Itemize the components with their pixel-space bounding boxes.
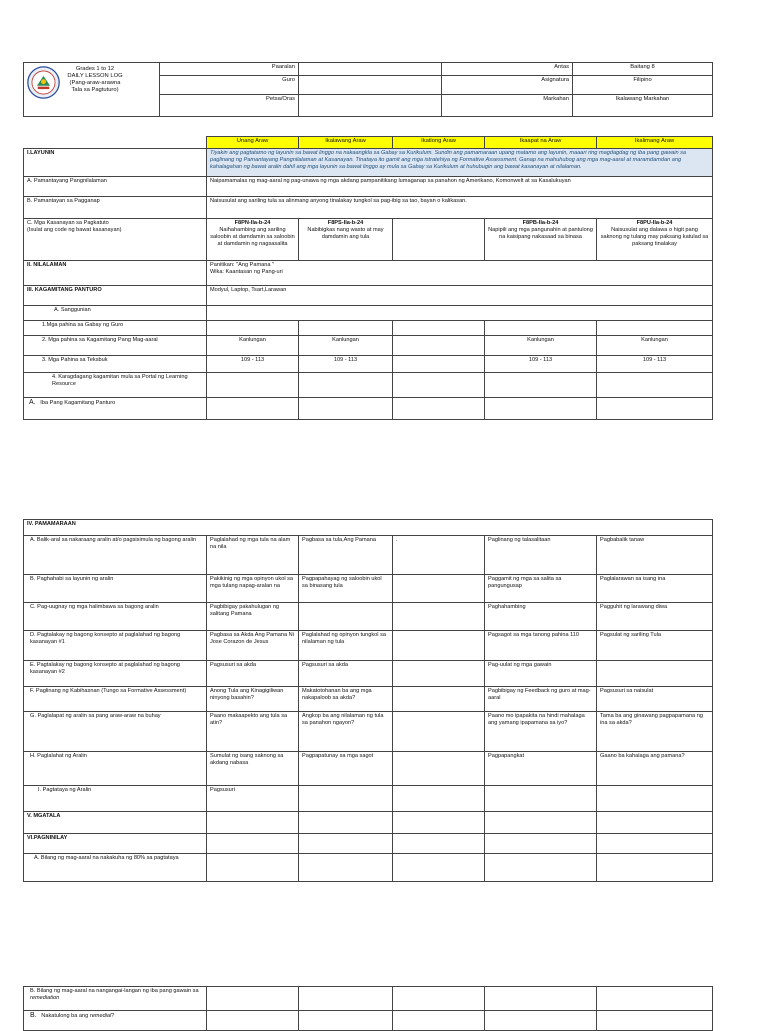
pamamaraan-row: C. Pag-uugnay ng mga halimbawa sa bagong aralin Pagbibigay pakahulugan ng salitang Pamana Paghahambing Pagguhit ng larawang diwa <box>24 603 713 631</box>
kagamitang-panturo-text: Modyul, Laptop, Tsart,Larawan <box>207 286 713 306</box>
guro-label: Guro <box>160 76 299 95</box>
day-header-5: Ikalimang Araw <box>597 137 713 149</box>
kagamitang-pang-mag-aaral-label: 2. Mga pahina sa Kagamitang Pang Mag-aaral <box>24 336 207 356</box>
remedial-label: B. Nakatulong ba ang remedial? <box>24 1011 207 1031</box>
school-logo-cell <box>24 63 160 117</box>
layunin-label: I.LAYUNIN <box>24 149 207 177</box>
day-header-4: Ikaapat na Araw <box>485 137 597 149</box>
mga-tala-label: V. MGATALA <box>24 812 207 834</box>
dll-title: Grades 1 to 12 DAILY LESSON LOG (Pang-araw-arawna Tala sa Pagtuturo) <box>67 66 123 93</box>
kasanayan-day-1: F8PN-IIa-b-24 Naihahambing ang sariling saloobin at damdamin sa saloobin at damdamin ng nagsasalita <box>207 219 299 261</box>
layunin-text: Tiyakin ang pagtatamo ng layunin sa bawat linggo na nakaangkla sa Gabay sa Kurikulum. Sundin ang pamamaraan upang matamo ang layunin, maaari ring magdagdag ng iba pang gawain sa paglinang ng Pamantayang Pangnilalaman at Kasanayan. Tinataya ito gamit ang mga istratehiya ng Formative Assessment. Ganap na mahuhubog ang mga mag-aaral at maramdamdan ang kahalagahan ng bawat aralin dahil ang mga layunin sa bawat linggo ay mula sa Gabay sa Kurikulum at huhubugin ang bawat kasanayan at nilalaman. <box>207 149 713 177</box>
pamantayang-pangnilalaman-text: Naipamamalas ng mag-aaral ng pag-unawa ng mga akdang pampanitikang lumaganap sa panahon ng Amerikano, Komonwelt at sa Kasalukuyan <box>207 177 713 197</box>
pagninilay-label: VI.PAGNINILAY <box>24 834 207 854</box>
teksbuk-label: 3. Mga Pahina sa Teksbuk <box>24 356 207 373</box>
paaralan-value[interactable] <box>299 63 442 76</box>
asignatura-value[interactable]: Filipino <box>573 76 713 95</box>
teksbuk-day-1: 109 - 113 <box>207 356 299 373</box>
kagamitang-day-2: Kanlungan <box>299 336 393 356</box>
pamantayang-pangnilalaman-label: A. Pamantayang Pangnilalaman <box>24 177 207 197</box>
teksbuk-day-3 <box>393 356 485 373</box>
nakakuha-80-label: A. Bilang ng mag-aaral na nakakuha ng 80% sa pagtataya <box>24 854 207 882</box>
kasanayan-day-3 <box>393 219 485 261</box>
teksbuk-day-5: 109 - 113 <box>597 356 713 373</box>
pamantayan-pagganap-label: B. Pamantayan sa Pagganap <box>24 197 207 219</box>
lesson-table-1 <box>23 136 713 420</box>
kagamitang-day-3 <box>393 336 485 356</box>
petsa-label: Petsa/Oras <box>160 95 299 117</box>
kasanayan-day-2: F8PS-IIa-b-24 Nabibigkas nang wasto at may damdamin ang tula <box>299 219 393 261</box>
kagamitang-panturo-label: III. KAGAMITANG PANTURO <box>24 286 207 306</box>
antas-label: Antas <box>442 63 573 76</box>
pamamaraan-row: B. Paghahabi sa layunin ng aralin Pakikinig ng mga opinyon ukol sa mga tulang napag-aralan na Pagpapahayag ng saloobin ukol sa binasang tula Paggamit ng mga sa salita sa pangungusap Paglalarawan sa isang ina <box>24 575 713 603</box>
kasanayan-label: C. Mga Kasanayan sa Pagkatuto (Isulat ang code ng bawat kasanayan) <box>24 219 207 261</box>
portal-lr-label: 4. Karagdagang kagamitan mula sa Portal ng Learning Resource <box>24 373 207 398</box>
day-header-2: Ikalawang Araw <box>299 137 393 149</box>
kasanayan-day-4: F8PB-IIa-b-24 Napipili ang mga pangunahin at pantulong na kaisipang nakasaad sa binasa <box>485 219 597 261</box>
nilalaman-text: Panitikan: "Ang Pamana " Wika: Kaantasan ng Pang-uri <box>207 261 713 286</box>
pamamaraan-row: I. Pagtataya ng Aralin Pagsusuri <box>24 786 713 812</box>
teksbuk-day-4: 109 - 113 <box>485 356 597 373</box>
paaralan-label: Paaralan <box>160 63 299 76</box>
header-table <box>23 62 713 117</box>
kagamitang-day-1: Kanlungan <box>207 336 299 356</box>
day-header-1: Unang Araw <box>207 137 299 149</box>
pamantayan-pagganap-text: Naisusulat ang sariling tula sa alinmang anyong tinalakay tungkol sa pag-ibig sa tao, bayan o kalikasan. <box>207 197 713 219</box>
pamamaraan-label: IV. PAMAMARAAN <box>24 520 713 536</box>
lesson-table-3 <box>23 986 713 1031</box>
petsa-value[interactable] <box>299 95 442 117</box>
pamamaraan-row: F. Paglinang ng Kabihasnan (Tungo sa Formative Assessment) Anong Tula ang Kinagigiliwan ninyong basahin? Makatotohanan ba ang mga nakapaloob sa akda? Pagbibigay ng Feedback ng guro at mag-aaral Pagsusuri sa naisulat <box>24 687 713 712</box>
pamamaraan-row: A. Balik-aral sa nakaraang aralin at/o pagsisimula ng bagong aralin Paglalahad ng mga tula na alam na nila Pagbasa sa tula,Ang Pamana . Paglinang ng talasalitaan Pagbabalik tanaw <box>24 536 713 575</box>
pamamaraan-row: D. Pagtalakay ng bagong konsepto at paglalahad ng bagong kasanayan #1 Pagbasa sa Akda Ang Pamana Ni Jose Corazon de Jesus Paglalahad ng opinyon tungkol sa nilalaman ng tula Pagsagot sa mga tanong pahina 110 Pagsulat ng sariling Tula <box>24 631 713 661</box>
gabay-guro-label: 1.Mga pahina sa Gabay ng Guro <box>24 321 207 336</box>
kagamitang-day-5: Kanlungan <box>597 336 713 356</box>
lesson-table-2 <box>23 519 713 882</box>
day-header-3: Ikatlong Araw <box>393 137 485 149</box>
kagamitang-day-4: Kanlungan <box>485 336 597 356</box>
iba-pang-kagamitan-label: A. Iba Pang Kagamitang Panturo <box>24 398 207 420</box>
pamamaraan-row: H. Paglalahat ng Aralin Sumulat ng isang saknong sa akdang nabasa Pagpapatunay sa mga sagot Pagpapangkat Gaano ba kahalaga ang pamana? <box>24 752 713 786</box>
markahan-value[interactable]: Ikalawang Markahan <box>573 95 713 117</box>
teksbuk-day-2: 109 - 113 <box>299 356 393 373</box>
remediation-label: B. Bilang ng mag-aaral na nangangai-langan ng iba pang gawain sa remediation <box>24 987 207 1011</box>
guro-value[interactable] <box>299 76 442 95</box>
pamamaraan-row: E. Pagtalakay ng bagong konsepto at paglalahad ng bagong kasanayan #2 Pagsusuri sa akda Pagsusuri sa akda Pag-uulat ng mga gawain <box>24 661 713 687</box>
markahan-label: Markahan <box>442 95 573 117</box>
pamamaraan-row: G. Paglalapat ng aralin sa pang araw-araw na buhay Paano makaapekto ang tula sa atin? Angkop ba ang nilalaman ng tula sa panahon ngayon? Paano mo ipapakita na hindi mahalaga ang yamang ipapamana sa iyo? Tama ba ang ginawang pagpapamana ng ina sa akda? <box>24 712 713 752</box>
kasanayan-day-5: F8PU-IIa-b-24 Naisusulat ang dalawa o higit pang saknong ng tulang may paksang katulad sa paksang tinalakay <box>597 219 713 261</box>
nilalaman-label: II. NILALAMAN <box>24 261 207 286</box>
asignatura-label: Asignatura <box>442 76 573 95</box>
deped-seal-icon <box>27 66 60 99</box>
antas-value[interactable]: Baitang 8 <box>573 63 713 76</box>
sanggunian-label: A. Sanggunian <box>24 306 207 321</box>
